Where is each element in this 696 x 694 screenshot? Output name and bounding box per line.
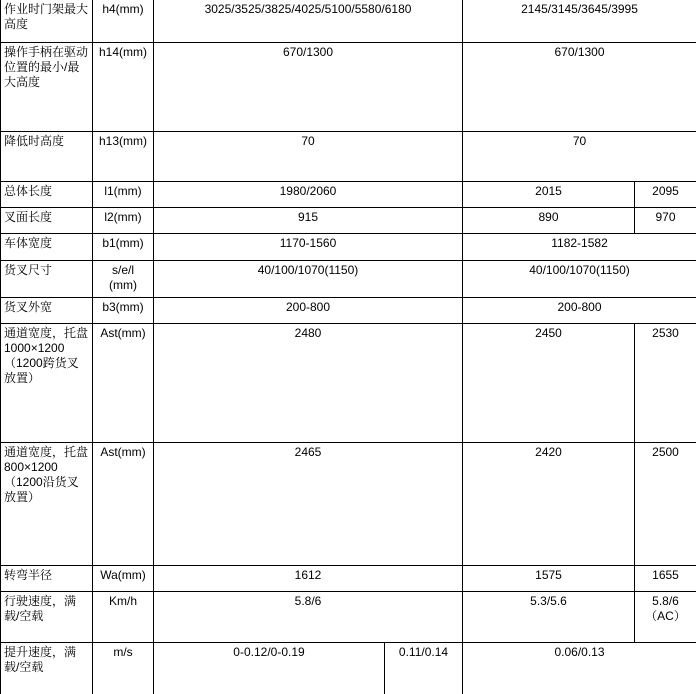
row-symbol-h4: h4(mm) bbox=[93, 0, 154, 43]
row-label-wa: 转弯半径 bbox=[1, 565, 93, 591]
row-symbol-sel-main: s/e/l bbox=[111, 262, 134, 277]
row-label-h4: 作业时门架最大高度 bbox=[1, 0, 93, 43]
row-label-b1: 车体宽度 bbox=[1, 234, 93, 260]
row-symbol-travel-speed: Km/h bbox=[93, 591, 154, 643]
row-label-h13: 降低时高度 bbox=[1, 132, 93, 181]
row-value-b1-b: 1182-1582 bbox=[463, 234, 696, 260]
row-value-travel-speed-a: 5.8/6 bbox=[154, 591, 463, 643]
row-value-l2-b: 890 bbox=[463, 208, 635, 234]
row-symbol-sel bbox=[93, 260, 154, 297]
row-symbol-ast-1000: Ast(mm) bbox=[93, 323, 154, 442]
row-value-h13-b: 70 bbox=[463, 132, 696, 181]
row-symbol-l2: l2(mm) bbox=[93, 208, 154, 234]
table-row bbox=[1, 132, 696, 181]
table-row bbox=[1, 43, 696, 132]
row-value-h4-b: 2145/3145/3645/3995 bbox=[463, 0, 696, 43]
row-value-wa-a: 1612 bbox=[154, 565, 463, 591]
row-value-lift-speed-a: 0-0.12/0-0.19 bbox=[154, 643, 385, 694]
table-row bbox=[1, 0, 696, 43]
table-row bbox=[1, 565, 696, 591]
row-value-travel-speed-b: 5.3/5.6 bbox=[463, 591, 635, 643]
row-value-b1-a: 1170-1560 bbox=[154, 234, 463, 260]
row-value-ast-800-c: 2500 bbox=[635, 442, 696, 565]
row-value-l1-b: 2015 bbox=[463, 181, 635, 207]
table-row bbox=[1, 234, 696, 260]
row-value-ast-1000-b: 2450 bbox=[463, 323, 635, 442]
row-value-travel-speed-c: 5.8/6（AC） bbox=[635, 591, 696, 643]
row-value-l2-c: 970 bbox=[635, 208, 696, 234]
row-label-h14: 操作手柄在驱动位置的最小/最大高度 bbox=[1, 43, 93, 132]
row-label-l2: 叉面长度 bbox=[1, 208, 93, 234]
table-row bbox=[1, 208, 696, 234]
table-row bbox=[1, 297, 696, 323]
table-row bbox=[1, 260, 696, 297]
row-value-lift-speed-c: 0.06/0.13 bbox=[463, 643, 696, 694]
row-value-wa-c: 1655 bbox=[635, 565, 696, 591]
row-value-ast-800-a: 2465 bbox=[154, 442, 463, 565]
row-label-l1: 总体长度 bbox=[1, 181, 93, 207]
row-symbol-sel-unit: (mm) bbox=[109, 277, 137, 292]
row-value-l2-a: 915 bbox=[154, 208, 463, 234]
table-row bbox=[1, 181, 696, 207]
row-value-h14-a: 670/1300 bbox=[154, 43, 463, 132]
table-row bbox=[1, 643, 696, 694]
row-value-ast-1000-c: 2530 bbox=[635, 323, 696, 442]
row-value-sel-a: 40/100/1070(1150) bbox=[154, 260, 463, 297]
row-label-ast-800: 通道宽度，托盘800×1200（1200沿货叉放置） bbox=[1, 442, 93, 565]
row-value-b3-b: 200-800 bbox=[463, 297, 696, 323]
row-symbol-l1: l1(mm) bbox=[93, 181, 154, 207]
row-value-l1-c: 2095 bbox=[635, 181, 696, 207]
row-value-wa-b: 1575 bbox=[463, 565, 635, 591]
row-label-b3: 货叉外宽 bbox=[1, 297, 93, 323]
table-row bbox=[1, 591, 696, 643]
table-row bbox=[1, 323, 696, 442]
row-symbol-b3: b3(mm) bbox=[93, 297, 154, 323]
row-value-h13-a: 70 bbox=[154, 132, 463, 181]
row-label-ast-1000: 通道宽度，托盘1000×1200（1200跨货叉放置） bbox=[1, 323, 93, 442]
row-symbol-ast-800: Ast(mm) bbox=[93, 442, 154, 565]
row-value-b3-a: 200-800 bbox=[154, 297, 463, 323]
row-value-h14-b: 670/1300 bbox=[463, 43, 696, 132]
row-value-h4-a: 3025/3525/3825/4025/5100/5580/6180 bbox=[154, 0, 463, 43]
row-label-lift-speed: 提升速度，满载/空载 bbox=[1, 643, 93, 694]
row-value-ast-1000-a: 2480 bbox=[154, 323, 463, 442]
row-value-lift-speed-b: 0.11/0.14 bbox=[385, 643, 463, 694]
row-value-sel-b: 40/100/1070(1150) bbox=[463, 260, 696, 297]
row-value-l1-a: 1980/2060 bbox=[154, 181, 463, 207]
row-symbol-lift-speed: m/s bbox=[93, 643, 154, 694]
row-symbol-h14: h14(mm) bbox=[93, 43, 154, 132]
table-row bbox=[1, 442, 696, 565]
row-label-sel: 货叉尺寸 bbox=[1, 260, 93, 297]
row-symbol-h13: h13(mm) bbox=[93, 132, 154, 181]
row-symbol-b1: b1(mm) bbox=[93, 234, 154, 260]
row-symbol-wa: Wa(mm) bbox=[93, 565, 154, 591]
row-value-ast-800-b: 2420 bbox=[463, 442, 635, 565]
row-label-travel-speed: 行驶速度，满载/空载 bbox=[1, 591, 93, 643]
